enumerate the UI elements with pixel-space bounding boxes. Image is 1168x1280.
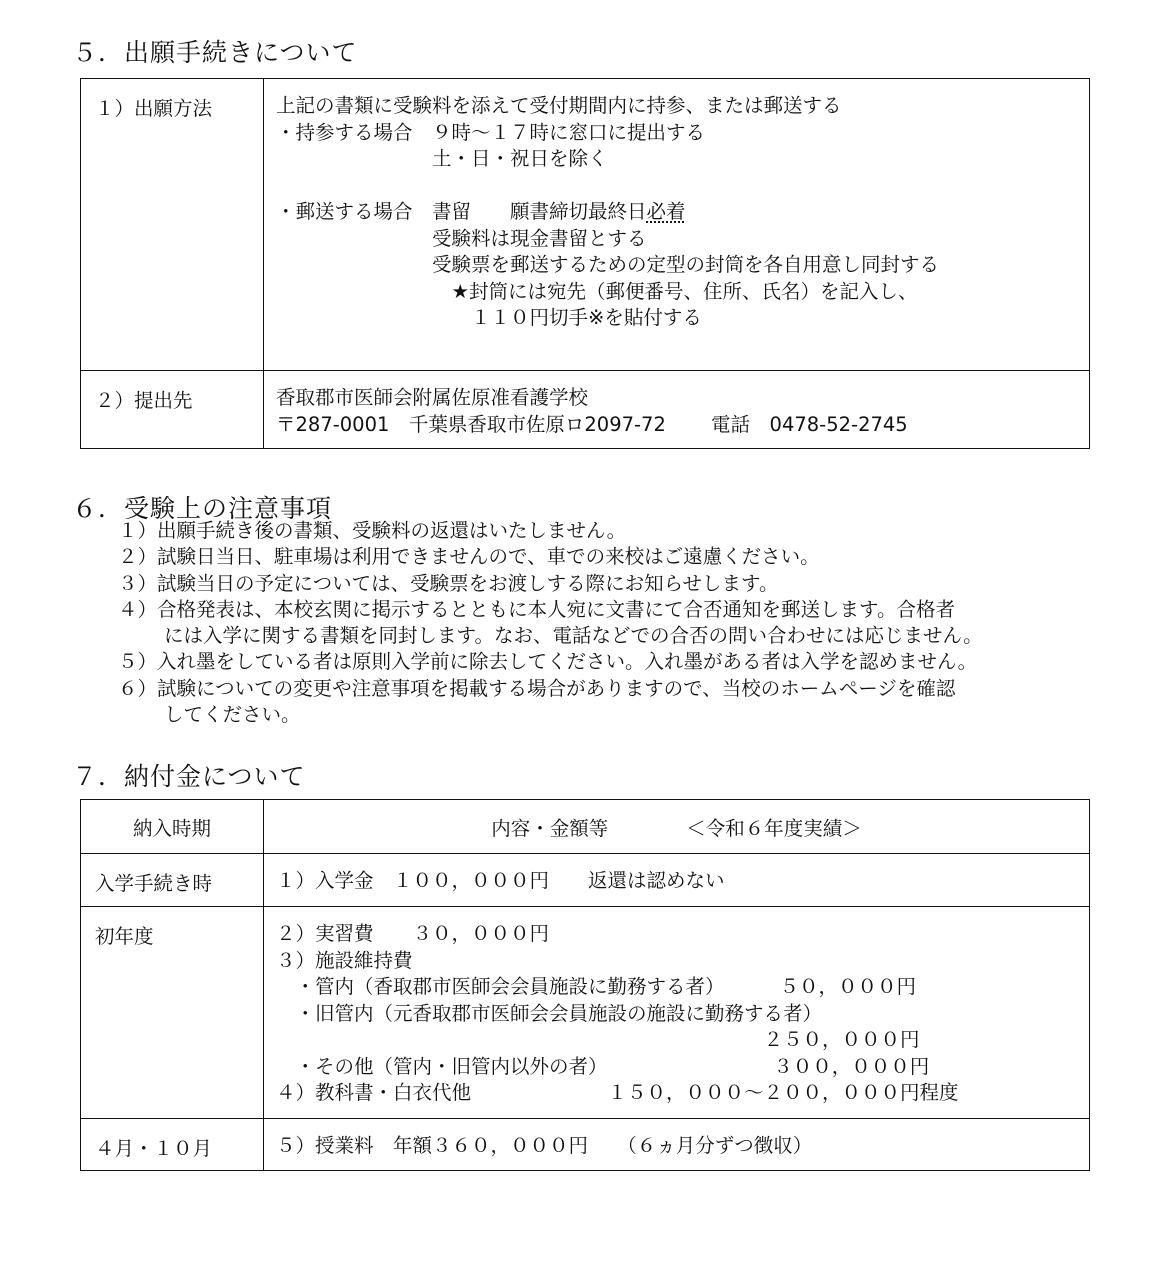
application-method-content xyxy=(264,79,1090,371)
table-row xyxy=(81,854,1090,907)
list-item: ５）入れ墨をしている者は原則入学前に除去してください。入れ墨がある者は入学を認めません。 xyxy=(118,650,978,674)
mail-line-text: ・郵送する場合 書留 願書締切最終日 xyxy=(276,200,647,223)
row-label-april-october: ４月・１０月 xyxy=(81,1119,264,1171)
content-line: 〒287-0001 千葉県香取市佐原ロ2097-72 電話 0478-52-2745 xyxy=(276,412,908,436)
content-line: １１０円切手※を貼付する xyxy=(276,306,702,329)
list-item-continuation: してください。 xyxy=(164,703,301,727)
list-item: １）出願手続き後の書類、受験料の返還はいたしません。 xyxy=(118,519,627,542)
content-line: 上記の書類に受験料を添えて受付期間内に持参、または郵送する xyxy=(276,94,842,117)
list-item: ２）試験日当日、駐車場は利用できませんので、車での来校はご遠慮ください。 xyxy=(118,545,820,569)
content-line: ２５０，０００円 xyxy=(276,1028,920,1051)
content-line: 受験料は現金書留とする xyxy=(276,226,647,250)
row-label-enrollment: 入学手続き時 xyxy=(81,854,264,907)
column-header-content-amount: 内容・金額等 ＜令和６年度実績＞ xyxy=(264,800,1090,854)
fees-table xyxy=(80,799,1090,1171)
column-header-payment-timing: 納入時期 xyxy=(81,800,264,854)
list-item: ６）試験についての変更や注意事項を掲載する場合がありますので、当校のホームページを確認 xyxy=(118,676,956,700)
first-year-fees-content xyxy=(264,907,1090,1119)
section-7-title: ７．納付金について xyxy=(72,762,306,791)
section-6-title: ６．受験上の注意事項 xyxy=(72,494,333,523)
content-line: 受験票を郵送するための定型の封筒を各自用意し同封する xyxy=(276,253,940,276)
content-line: ５）授業料 年額３６０，０００円 （６ヵ月分ずつ徴収） xyxy=(276,1134,813,1157)
list-item: ４）合格発表は、本校玄関に掲示するとともに本人宛に文書にて合否通知を郵送します。合格者 xyxy=(118,597,955,621)
content-line: ４）教科書・白衣代他 １５０，０００～２００，０００円程度 xyxy=(276,1081,959,1104)
table-row xyxy=(81,1119,1090,1171)
table-row xyxy=(81,371,1090,449)
tuition-content xyxy=(264,1119,1090,1171)
content-line: 香取郡市医師会附属佐原准看護学校 xyxy=(276,386,589,409)
must-arrive-emphasis: 必着 xyxy=(646,200,686,223)
list-item-continuation: には入学に関する書類を同封します。なお、電話などでの合否の問い合わせには応じません。 xyxy=(164,624,983,648)
content-line: ・管内（香取郡市医師会会員施設に勤務する者） ５０，０００円 xyxy=(276,975,916,998)
content-line: １）入学金 １００，０００円 返還は認めない xyxy=(276,869,725,892)
row-label-application-method: １）出願方法 xyxy=(81,79,264,371)
content-line: ２）実習費 ３０，０００円 xyxy=(276,922,550,945)
section-5-title: ５．出願手続きについて xyxy=(72,38,358,67)
content-line: ★封筒には宛先（郵便番号、住所、氏名）を記入し、 xyxy=(276,279,918,303)
application-procedure-table xyxy=(80,78,1090,449)
content-line: ・持参する場合 ９時～１７時に窓口に提出する xyxy=(276,120,706,144)
row-label-first-year: 初年度 xyxy=(81,907,264,1119)
content-line: ・旧管内（元香取郡市医師会会員施設の施設に勤務する者） xyxy=(276,1001,823,1025)
content-line xyxy=(276,199,1089,226)
table-row xyxy=(81,79,1090,371)
exam-notes-list xyxy=(118,518,1108,728)
table-row xyxy=(81,907,1090,1119)
content-line: ３）施設維持費 xyxy=(276,948,413,972)
list-item: ３）試験当日の予定については、受験票をお渡しする際にお知らせします。 xyxy=(118,571,779,595)
content-line: 土・日・祝日を除く xyxy=(276,147,608,170)
row-label-submission-address: ２）提出先 xyxy=(81,371,264,449)
table-header-row xyxy=(81,800,1090,854)
submission-address-content xyxy=(264,371,1090,449)
content-line xyxy=(276,173,1089,200)
content-line: ・その他（管内・旧管内以外の者） ３００，０００円 xyxy=(276,1054,930,1078)
enrollment-fee-content xyxy=(264,854,1090,907)
